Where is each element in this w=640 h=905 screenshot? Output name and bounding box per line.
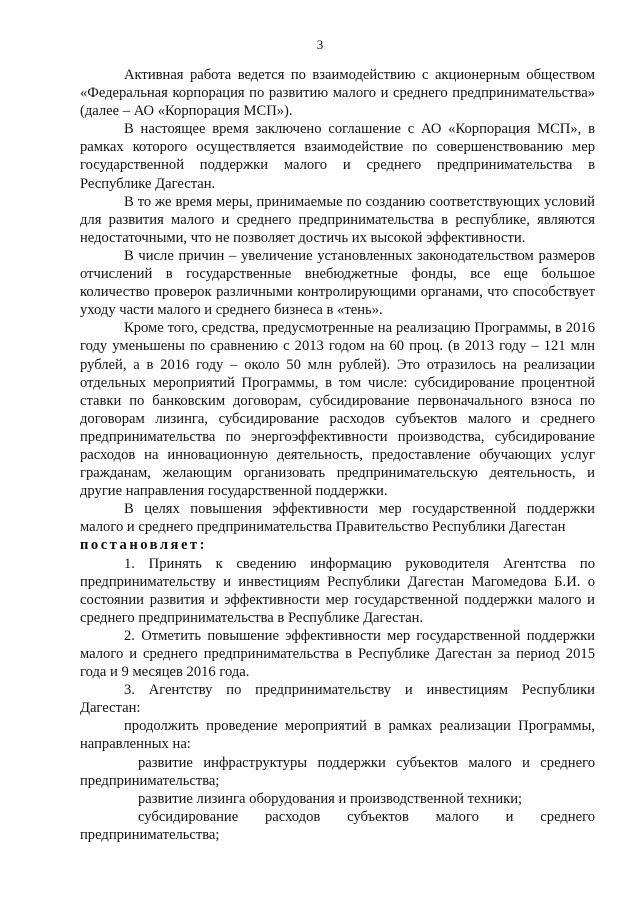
sub-item-2: развитие лизинга оборудования и производственной техники; xyxy=(138,790,523,807)
paragraph-3: В то же время меры, принимаемые по созданию соответствующих условий для развития малого и среднего предпринимательства в республике, являются недостаточными, что не позволяет достичь их высокой эффективности. xyxy=(80,193,595,246)
item-2: 2. Отметить повышение эффективности мер государственной поддержки малого и среднего предпринимательства в Республике Дагестан за период 2015 года и 9 месяцев 2016 года. xyxy=(80,627,595,681)
sub-item-1: развитие инфраструктуры поддержки субъектов малого и среднего предпринимательства; xyxy=(80,754,595,789)
resolve-word xyxy=(80,536,595,554)
paragraph-2: В настоящее время заключено соглашение с АО «Корпорация МСП», в рамках которого осуществляется взаимодействие по совершенствованию мер государственной поддержки малого и среднего предпринимательства в Республике Дагестан. xyxy=(80,121,595,192)
page-number: 3 xyxy=(316,37,324,52)
sub-item-3: субсидирование расходов субъектов малого и среднего предпринимательства; xyxy=(80,808,595,843)
paragraph-6: В целях повышения эффективности мер государственной поддержки малого и среднего предпринимательства Правительство Республики Дагестан xyxy=(80,501,595,536)
paragraph-1: Активная работа ведется по взаимодействию с акционерным обществом «Федеральная корпорация по развитию малого и среднего предпринимательства» (далее – АО «Корпорация МСП»). xyxy=(80,67,595,120)
resolve-word-text: постановляет: xyxy=(80,537,207,554)
document-body xyxy=(80,66,595,844)
sub-intro: продолжить проведение мероприятий в рамках реализации Программы, направленных на: xyxy=(80,718,595,753)
item-1: 1. Принять к сведению информацию руководителя Агентства по предпринимательству и инвестициям Республики Дагестан Магомедова Б.И. о состоянии развития и эффективности мер государственной поддержки малого и среднего предпринимательства в Республике Дагестан. xyxy=(80,555,595,626)
paragraph-5: Кроме того, средства, предусмотренные на реализацию Программы, в 2016 году уменьшены по сравнению с 2013 годом на 60 проц. (в 2013 году – 121 млн рублей, а в 2016 году – около 50 млн рублей). Это отразилось на реализации отдельных мероприятий Программы, в том числе: субсидирование процентной ставки по банковским договорам, субсидирование первоначального взноса по договорам лизинга, субсидирование расходов субъектов малого и среднего предпринимательства по энергоэффективности производства, субсидирование расходов на инновационную деятельность, предоставление обучающих услуг гражданам, желающим организовать предпринимательскую деятельность, и другие направления государственной поддержки. xyxy=(80,320,595,500)
paragraph-4: В числе причин – увеличение установленных законодательством размеров отчислений в государственные внебюджетные фонды, все еще большое количество проверок различными контролирующими органами, что способствует уходу части малого и среднего бизнеса в «тень». xyxy=(80,247,595,319)
item-3: 3. Агентству по предпринимательству и инвестициям Республики Дагестан: xyxy=(80,682,595,717)
